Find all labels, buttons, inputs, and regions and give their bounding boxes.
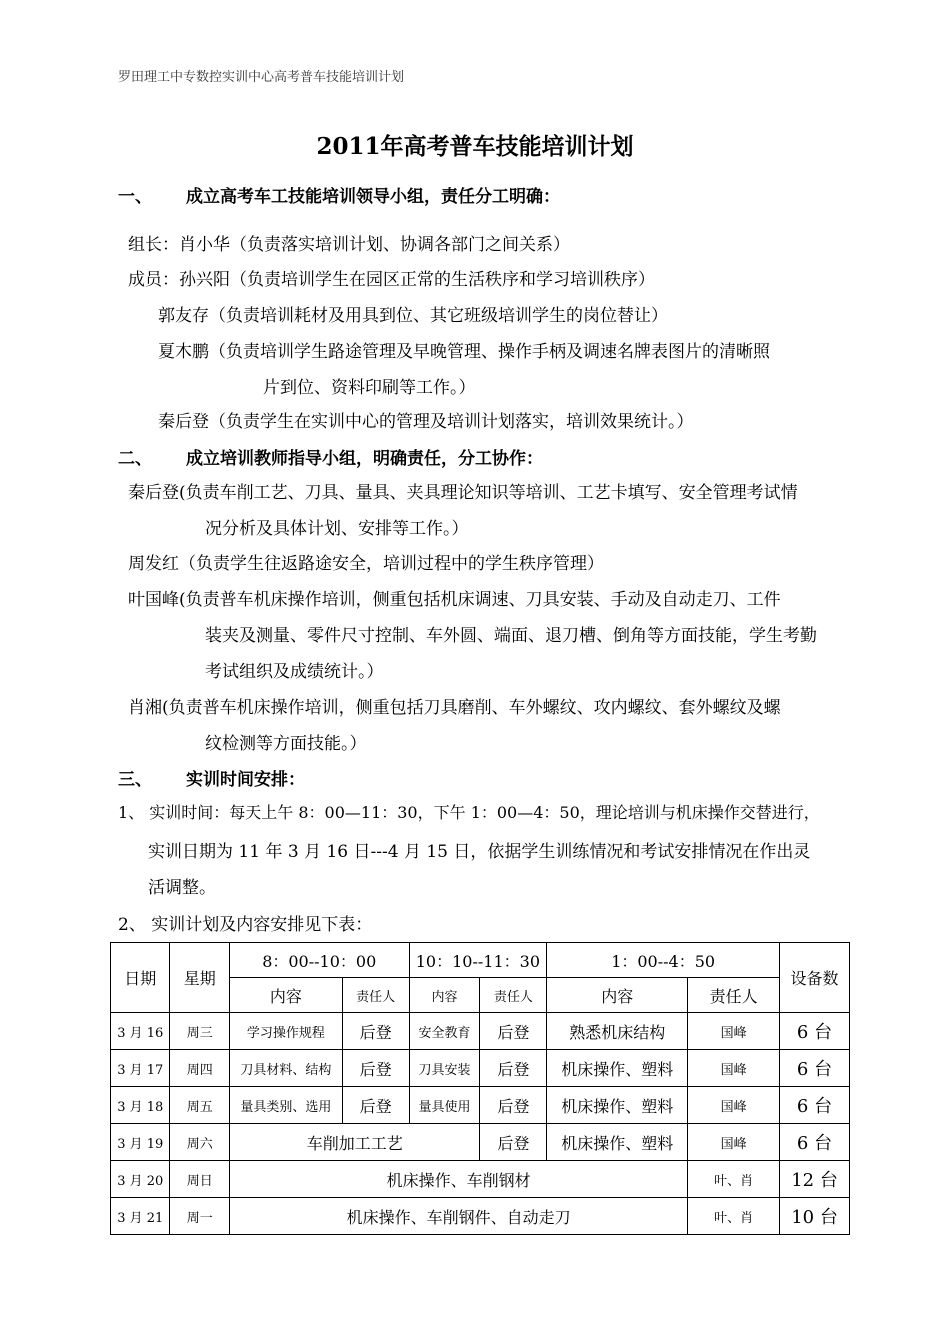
section-1-line: 组长：肖小华（负责落实培训计划、协调各部门之间关系） <box>128 235 570 255</box>
section-3-number: 三、 <box>118 770 152 790</box>
header-equipment: 设备数 <box>780 943 850 1013</box>
table-row <box>111 1013 850 1050</box>
section-1-line: 片到位、资料印刷等工作。） <box>263 378 476 398</box>
schedule-table <box>110 942 850 1235</box>
section-1-line: 夏木鹏（负责培训学生路途管理及早晚管理、操作手柄及调速名牌表图片的清晰照 <box>158 342 770 362</box>
cell-equipment: 6 台 <box>780 1124 850 1161</box>
section-1-line: 郭友存（负责培训耗材及用具到位、其它班级培训学生的岗位替让） <box>158 306 668 326</box>
cell-week: 周三 <box>170 1013 229 1050</box>
cell-equipment: 6 台 <box>780 1013 850 1050</box>
section-3-line: 活调整。 <box>148 878 216 898</box>
cell-week: 周一 <box>170 1198 229 1235</box>
cell-person-3: 叶、肖 <box>688 1198 780 1235</box>
section-2-line: 况分析及具体计划、安排等工作。） <box>205 519 469 539</box>
cell-person-2: 后登 <box>480 1087 547 1124</box>
section-2-line: 秦后登(负责车削工艺、刀具、量具、夹具理论知识等培训、工艺卡填写、安全管理考试情 <box>128 483 798 503</box>
section-2-line: 周发红（负责学生往返路途安全，培训过程中的学生秩序管理） <box>128 554 604 574</box>
section-2-line: 肖湘(负责普车机床操作培训，侧重包括刀具磨削、车外螺纹、攻内螺纹、套外螺纹及螺 <box>128 698 781 718</box>
page-title: 2011年高考普车技能培训计划 <box>316 133 634 160</box>
cell-person-3: 叶、肖 <box>688 1161 780 1198</box>
table-row <box>111 1050 850 1087</box>
subheader-content: 内容 <box>229 978 342 1013</box>
subheader-person: 责任人 <box>480 978 547 1013</box>
cell-week: 周六 <box>170 1124 229 1161</box>
cell-content-merged: 车削加工工艺 <box>229 1124 480 1161</box>
cell-content-3: 熟悉机床结构 <box>547 1013 688 1050</box>
cell-week: 周五 <box>170 1087 229 1124</box>
cell-week: 周日 <box>170 1161 229 1198</box>
cell-equipment: 10 台 <box>780 1198 850 1235</box>
cell-week: 周四 <box>170 1050 229 1087</box>
cell-content-1: 学习操作规程 <box>229 1013 342 1050</box>
cell-content-2: 量具使用 <box>409 1087 480 1124</box>
cell-person-1: 后登 <box>342 1013 409 1050</box>
subheader-person: 责任人 <box>342 978 409 1013</box>
header-slot-2: 10：10--11：30 <box>409 943 547 978</box>
cell-person-1: 后登 <box>342 1087 409 1124</box>
section-2-number: 二、 <box>118 449 152 469</box>
cell-date: 3 月 21 <box>111 1198 170 1235</box>
section-2-heading <box>118 444 543 469</box>
table-row <box>111 1124 850 1161</box>
cell-person-3: 国峰 <box>688 1013 780 1050</box>
section-3-title: 实训时间安排： <box>186 770 305 790</box>
cell-date: 3 月 18 <box>111 1087 170 1124</box>
header-date: 日期 <box>111 943 170 1013</box>
cell-equipment: 6 台 <box>780 1050 850 1087</box>
cell-content-2: 安全教育 <box>409 1013 480 1050</box>
cell-person-1: 后登 <box>342 1050 409 1087</box>
cell-date: 3 月 20 <box>111 1161 170 1198</box>
section-2-line: 装夹及测量、零件尺寸控制、车外圆、端面、退刀槽、倒角等方面技能，学生考勤 <box>205 626 817 646</box>
subheader-content: 内容 <box>409 978 480 1013</box>
cell-person-2: 后登 <box>480 1013 547 1050</box>
cell-content-3: 机床操作、塑料 <box>547 1050 688 1087</box>
section-1-heading <box>118 182 560 207</box>
section-1-title: 成立高考车工技能培训领导小组，责任分工明确： <box>186 187 560 207</box>
cell-date: 3 月 19 <box>111 1124 170 1161</box>
table-row <box>111 1161 850 1198</box>
table-row <box>111 1198 850 1235</box>
cell-person-3: 国峰 <box>688 1050 780 1087</box>
header-week: 星期 <box>170 943 229 1013</box>
subheader-content: 内容 <box>547 978 688 1013</box>
header-slot-1: 8：00--10：00 <box>229 943 409 978</box>
cell-content-3: 机床操作、塑料 <box>547 1124 688 1161</box>
section-1-number: 一、 <box>118 187 152 207</box>
cell-content-merged: 机床操作、车削钢件、自动走刀 <box>229 1198 687 1235</box>
cell-equipment: 12 台 <box>780 1161 850 1198</box>
cell-content-2: 刀具安装 <box>409 1050 480 1087</box>
table-header-row <box>111 943 850 978</box>
cell-person-2: 后登 <box>480 1050 547 1087</box>
cell-person-2: 后登 <box>480 1124 547 1161</box>
cell-person-3: 国峰 <box>688 1087 780 1124</box>
section-2-title: 成立培训教师指导小组，明确责任，分工协作： <box>186 449 543 469</box>
section-2-line: 叶国峰(负责普车机床操作培训，侧重包括机床调速、刀具安装、手动及自动走刀、工件 <box>128 590 781 610</box>
cell-content-1: 刀具材料、结构 <box>229 1050 342 1087</box>
section-3-line: 实训日期为 11 年 3 月 16 日---4 月 15 日，依据学生训练情况和考试安排情况在作出灵 <box>148 842 811 862</box>
header-note: 罗田理工中专数控实训中心高考普车技能培训计划 <box>118 70 405 85</box>
cell-content-3: 机床操作、塑料 <box>547 1087 688 1124</box>
section-1-line: 秦后登（负责学生在实训中心的管理及培训计划落实，培训效果统计。） <box>158 412 694 432</box>
section-2-line: 纹检测等方面技能。） <box>205 734 367 754</box>
cell-date: 3 月 17 <box>111 1050 170 1087</box>
section-3-line: 1、 实训时间：每天上午 8：00—11：30，下午 1：00—4：50，理论培训与机床操作交替进行， <box>118 803 820 822</box>
cell-equipment: 6 台 <box>780 1087 850 1124</box>
cell-content-merged: 机床操作、车削钢材 <box>229 1161 687 1198</box>
cell-date: 3 月 16 <box>111 1013 170 1050</box>
section-3-heading <box>118 765 305 790</box>
cell-person-3: 国峰 <box>688 1124 780 1161</box>
section-1-line: 成员：孙兴阳（负责培训学生在园区正常的生活秩序和学习培训秩序） <box>128 270 655 290</box>
table-row <box>111 1087 850 1124</box>
cell-content-1: 量具类别、选用 <box>229 1087 342 1124</box>
header-slot-3: 1：00--4：50 <box>547 943 780 978</box>
section-3-line: 2、 实训计划及内容安排见下表： <box>118 915 373 935</box>
subheader-person: 责任人 <box>688 978 780 1013</box>
section-2-line: 考试组织及成绩统计。） <box>205 662 384 682</box>
